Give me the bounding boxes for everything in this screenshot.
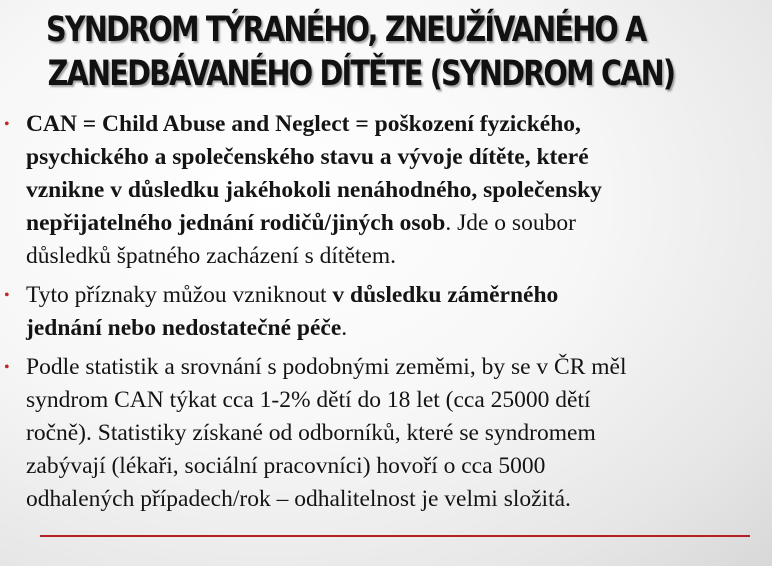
bottom-divider xyxy=(40,535,750,537)
text-line xyxy=(26,108,770,141)
normal-text: Tyto příznaky můžou vzniknout xyxy=(26,282,333,308)
text-line xyxy=(26,240,770,273)
text-line xyxy=(26,141,770,174)
text-line xyxy=(26,207,770,240)
bullet-item-symptoms xyxy=(0,279,770,345)
normal-text: . Jde o soubor xyxy=(445,210,576,236)
text-line xyxy=(26,312,770,345)
bullet-item-statistics xyxy=(0,351,770,516)
text-line: ročně). Statistiky získané od odborníků, které se syndromem xyxy=(26,420,596,446)
normal-text: důsledků špatného zacházení s dítětem. xyxy=(26,243,396,269)
title-line-1: SYNDROM TÝRANÉHO, ZNEUŽÍVANÉHO A xyxy=(46,10,646,50)
bold-text: psychického a společenského stavu a vývoje dítěte, které xyxy=(26,144,589,170)
bold-text: CAN = Child Abuse and Neglect = poškození fyzického, xyxy=(26,111,581,137)
text-line: odhalených případech/rok – odhalitelnost je velmi složitá. xyxy=(26,486,571,512)
bullet-item-can-definition xyxy=(0,108,770,273)
text-line xyxy=(26,279,770,312)
bullet-marker-icon: • xyxy=(4,287,10,304)
slide-title xyxy=(46,8,675,96)
bullet-marker-icon: • xyxy=(4,116,10,133)
bold-text: vznikne v důsledku jakéhokoli nenáhodného, společensky xyxy=(26,177,602,203)
title-line-2: ZANEDBÁVANÉHO DÍTĚTE (SYNDROM CAN) xyxy=(47,54,675,94)
text-line: syndrom CAN týkat cca 1-2% dětí do 18 let (cca 25000 dětí xyxy=(26,387,591,413)
normal-text: . xyxy=(341,315,348,341)
text-line xyxy=(26,174,770,207)
text-line: zabývají (lékaři, sociální pracovníci) hovoří o cca 5000 xyxy=(26,453,546,479)
bold-text: nepřijatelného jednání rodičů/jiných osob xyxy=(26,210,446,236)
bold-text: jednání nebo nedostatečné péče xyxy=(26,315,342,341)
bullet-list xyxy=(0,108,770,522)
bullet-marker-icon: • xyxy=(4,359,10,376)
bold-text: v důsledku záměrného xyxy=(332,282,559,308)
text-line: Podle statistik a srovnání s podobnými zeměmi, by se v ČR měl xyxy=(26,354,627,380)
